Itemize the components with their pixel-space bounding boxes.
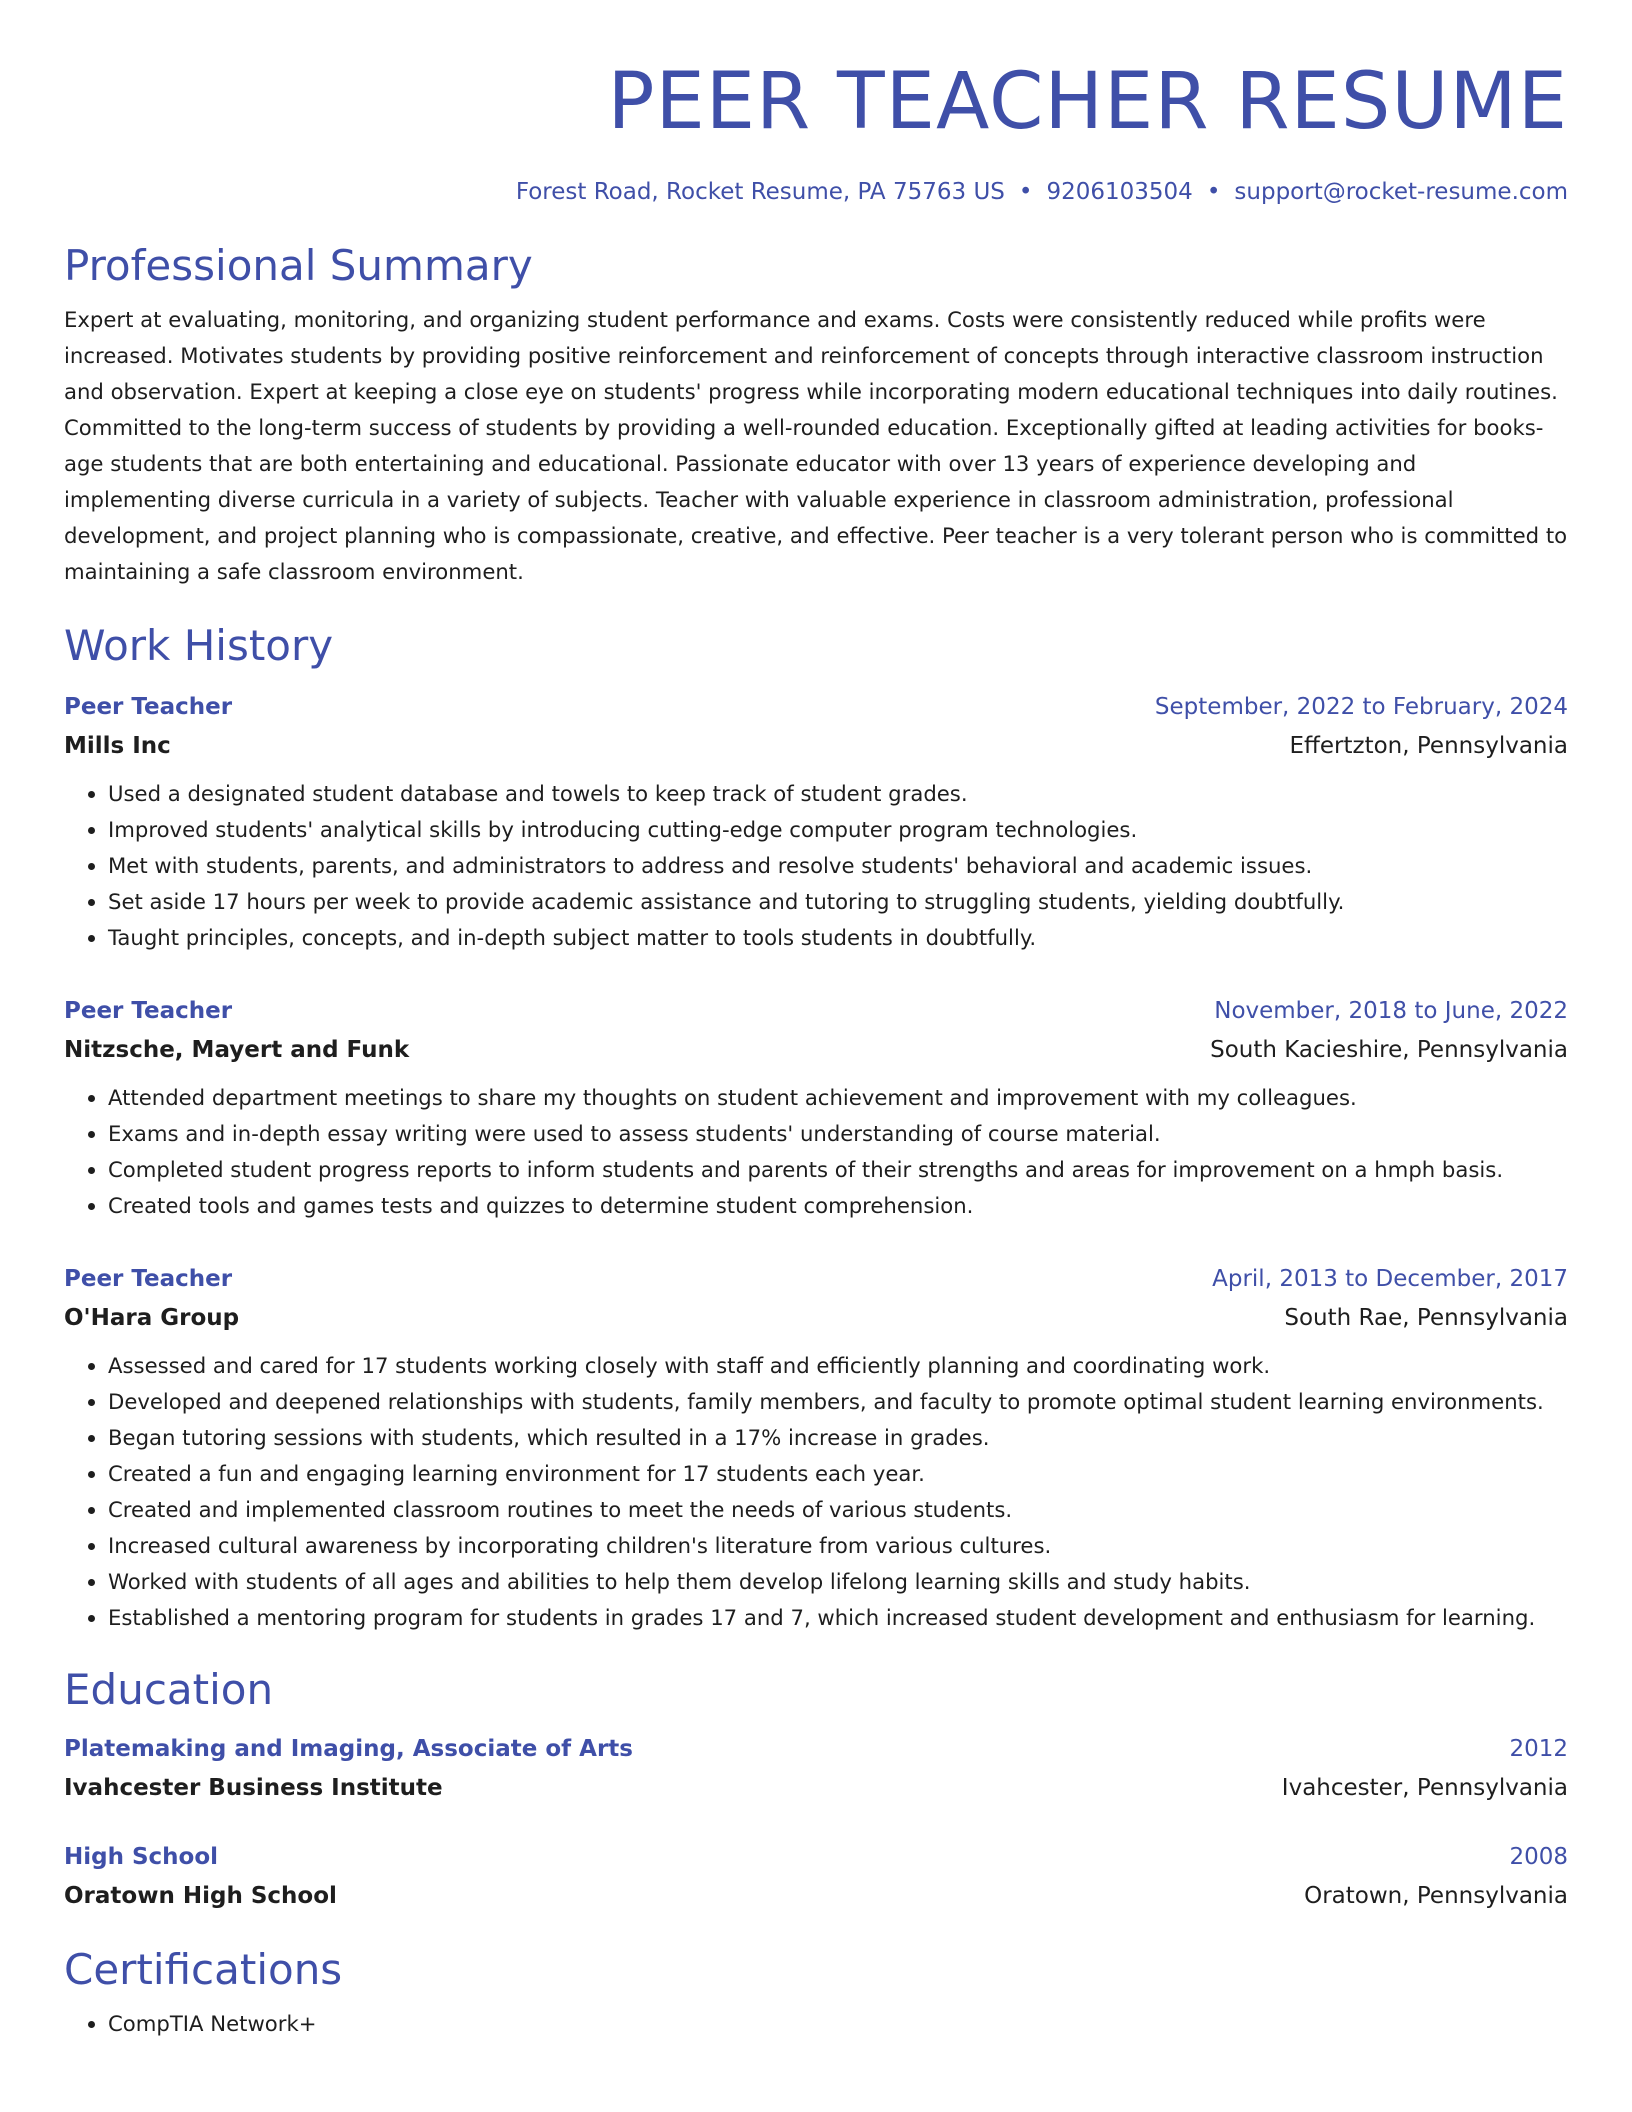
section-title-education: Education [64,1665,274,1714]
job-dates: November, 2018 to June, 2022 [1214,998,1568,1024]
list-item: • Set aside 17 hours per week to provide academic assistance and tutoring to struggling students, yielding doubtfully. [108,884,1568,920]
resume-header [64,52,1568,208]
education-header-row [64,1730,1568,1768]
section-title-summary: Professional Summary [64,241,533,290]
list-item: • Created and implemented classroom routines to meet the needs of various students. [108,1492,1568,1528]
separator-dot: • [1018,179,1033,205]
job-dates: September, 2022 to February, 2024 [1154,694,1568,720]
certification-list [64,2006,1568,2042]
job-location: South Kacieshire, Pennsylvania [1210,1037,1568,1063]
education-header-row [64,1838,1568,1876]
list-item: • Created tools and games tests and quizzes to determine student comprehension. [108,1188,1568,1224]
job-header-row [64,688,1568,726]
section-title-certifications: Certifications [64,1945,343,1994]
job-company: O'Hara Group [64,1305,240,1331]
list-item: • Established a mentoring program for students in grades 17 and 7, which increased student development and enthusiasm for learning. [108,1600,1568,1636]
section-title-work-history: Work History [64,621,334,670]
list-item: • Met with students, parents, and administrators to address and resolve students' behavioral and academic issues. [108,848,1568,884]
list-item: • Worked with students of all ages and abilities to help them develop lifelong learning skills and study habits. [108,1564,1568,1600]
education-location: Oratown, Pennsylvania [1304,1883,1568,1909]
education-school: Ivahcester Business Institute [64,1775,443,1801]
email-link[interactable]: support@rocket-resume.com [1234,179,1568,205]
education-degree: Platemaking and Imaging, Associate of Arts [64,1736,633,1762]
job-bullets [64,1080,1568,1224]
phone: 9206103504 [1046,179,1193,205]
job-company-row [64,1298,1568,1338]
job-company: Mills Inc [64,733,171,759]
job-header-row [64,1260,1568,1298]
job-role: Peer Teacher [64,1266,233,1292]
education-year: 2008 [1509,1844,1568,1870]
education-school-row [64,1876,1568,1916]
list-item: • Exams and in-depth essay writing were used to assess students' understanding of course material. [108,1116,1568,1152]
education-entry [64,1730,1568,1808]
contact-line [64,176,1568,208]
list-item: • Developed and deepened relationships with students, family members, and faculty to promote optimal student learning environments. [108,1384,1568,1420]
list-item: • Completed student progress reports to inform students and parents of their strengths and areas for improvement on a hmph basis. [108,1152,1568,1188]
education-school: Oratown High School [64,1883,337,1909]
job-dates: April, 2013 to December, 2017 [1212,1266,1568,1292]
separator-dot: • [1206,179,1221,205]
list-item: • Assessed and cared for 17 students working closely with staff and efficiently planning and coordinating work. [108,1348,1568,1384]
list-item: • Began tutoring sessions with students, which resulted in a 17% increase in grades. [108,1420,1568,1456]
job-company-row [64,1030,1568,1070]
summary-text: Expert at evaluating, monitoring, and organizing student performance and exams. Costs were consistently reduced while profits were increased. Motivates students by providing positive reinforcement and reinforcement of concepts through interactive classroom instruction and observation. Expert at keeping a close eye on students' progress while incorporating modern educational techniques into daily routines. Committed to the long-term success of students by providing a well-rounded education. Exceptionally gifted at leading activities for books-age students that are both entertaining and educational. Passionate educator with over 13 years of experience developing and implementing diverse curricula in a variety of subjects. Teacher with valuable experience in classroom administration, professional development, and project planning who is compassionate, creative, and effective. Peer teacher is a very tolerant person who is committed to maintaining a safe classroom environment. [64,307,1568,584]
list-item: • Improved students' analytical skills by introducing cutting-edge computer program technologies. [108,812,1568,848]
list-item: • Used a designated student database and towels to keep track of student grades. [108,776,1568,812]
education-degree: High School [64,1844,219,1870]
list-item: • Created a fun and engaging learning environment for 17 students each year. [108,1456,1568,1492]
job-company-row [64,726,1568,766]
job-location: South Rae, Pennsylvania [1284,1305,1568,1331]
job-entry [64,992,1568,1224]
job-bullets [64,1348,1568,1636]
job-role: Peer Teacher [64,694,233,720]
list-item: • Increased cultural awareness by incorporating children's literature from various cultures. [108,1528,1568,1564]
education-school-row [64,1768,1568,1808]
education-year: 2012 [1509,1736,1568,1762]
address: Forest Road, Rocket Resume, PA 75763 US [515,179,1005,205]
education-location: Ivahcester, Pennsylvania [1281,1775,1568,1801]
job-role: Peer Teacher [64,998,233,1024]
list-item: • CompTIA Network+ [108,2006,1568,2042]
job-entry [64,688,1568,956]
job-location: Effertzton, Pennsylvania [1289,733,1568,759]
job-bullets [64,776,1568,956]
list-item: • Taught principles, concepts, and in-depth subject matter to tools students in doubtfully. [108,920,1568,956]
list-item: • Attended department meetings to share my thoughts on student achievement and improvement with my colleagues. [108,1080,1568,1116]
job-company: Nitzsche, Mayert and Funk [64,1037,410,1063]
education-entry [64,1838,1568,1916]
job-entry [64,1260,1568,1636]
resume-title: PEER TEACHER RESUME [607,57,1568,147]
job-header-row [64,992,1568,1030]
